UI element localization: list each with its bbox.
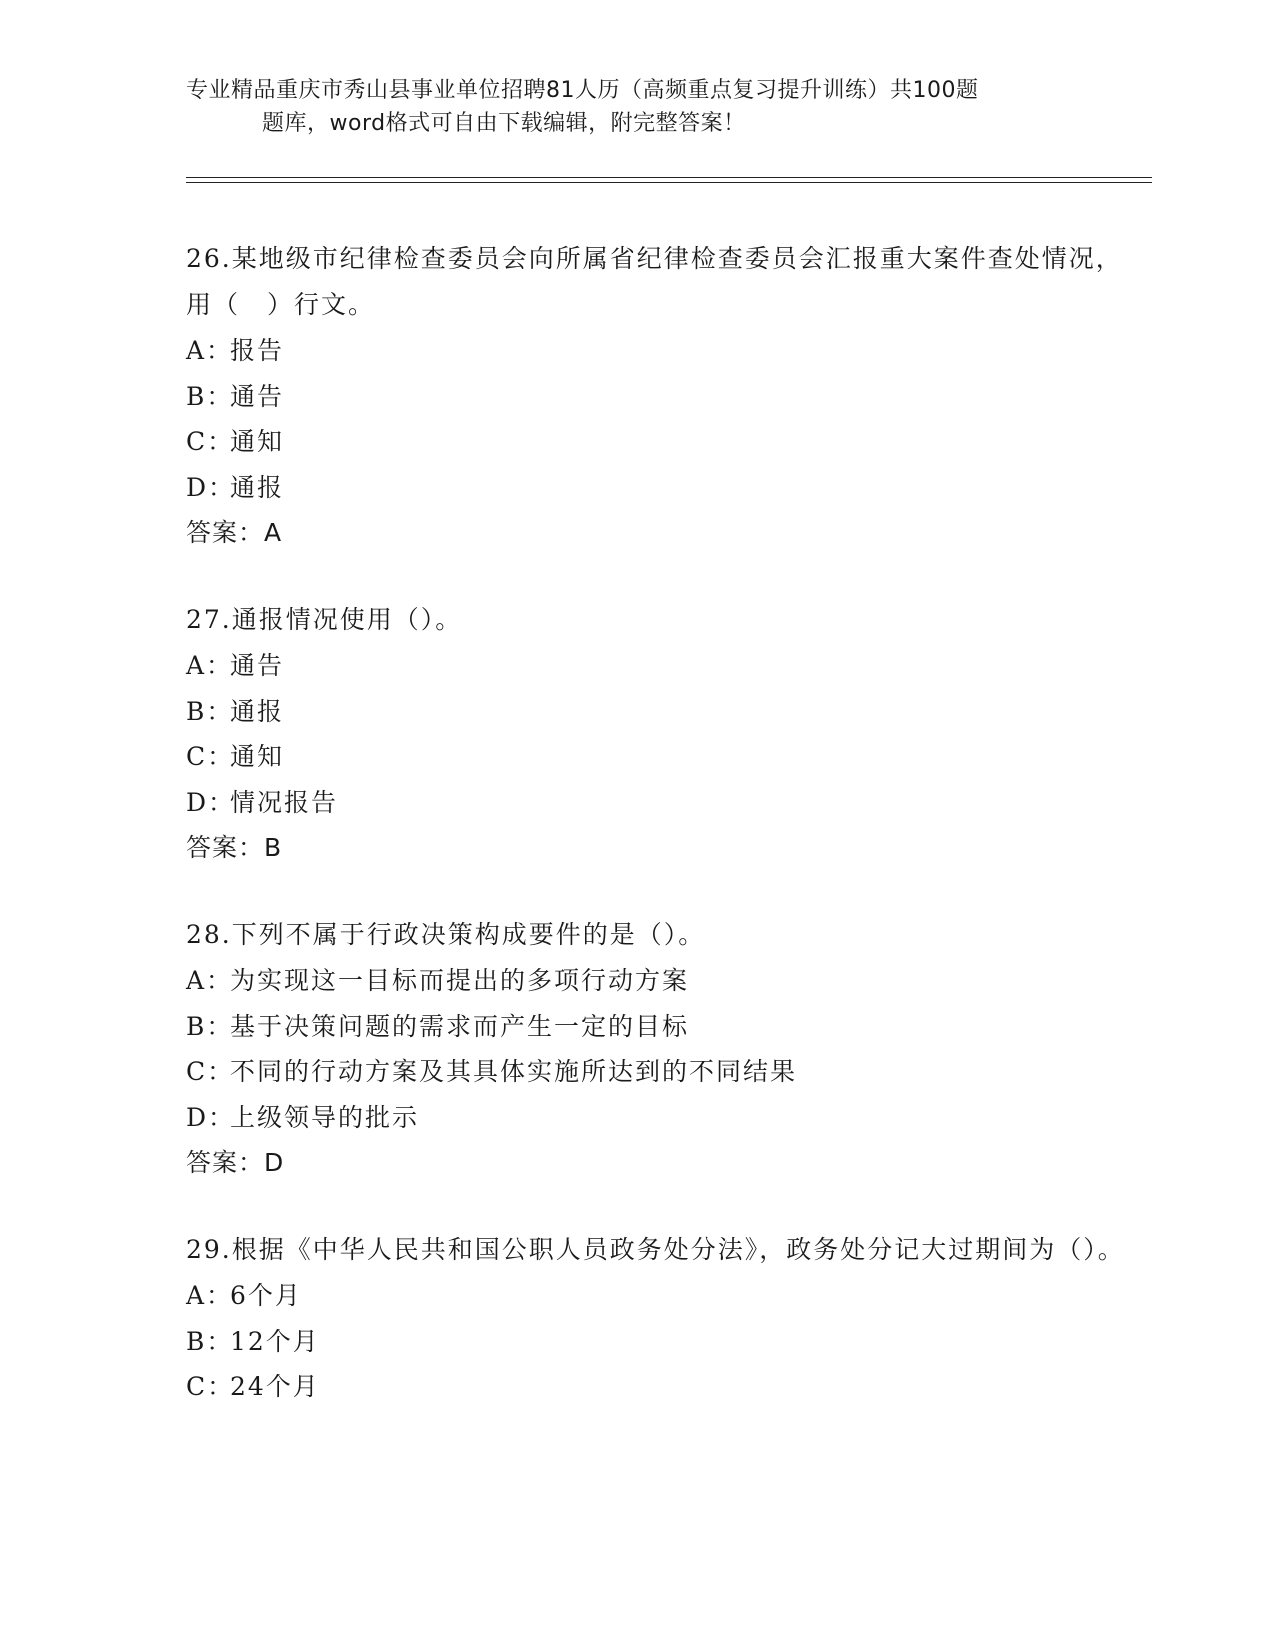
option-letter: B：	[186, 381, 234, 411]
option-text: 报告	[230, 336, 285, 365]
answer-line: 答案：A	[186, 518, 283, 547]
option-letter: D：	[186, 472, 236, 502]
header-divider-bottom	[186, 182, 1152, 183]
option-text: 通知	[230, 427, 285, 456]
option-letter: A：	[186, 966, 234, 995]
option-d	[186, 1095, 1126, 1141]
question-stem: 28.下列不属于行政决策构成要件的是（）。	[186, 920, 706, 949]
title-line-1: 专业精品重庆市秀山县事业单位招聘81人历（高频重点复习提升训练）共100题	[186, 78, 979, 103]
answer-line: 答案：B	[186, 833, 283, 862]
option-text: 情况报告	[230, 787, 339, 817]
question-stem: 26.某地级市纪律检查委员会向所属省纪律检查委员会汇报重大案件查处情况，用（ ）行文。	[186, 244, 1123, 319]
option-a	[186, 643, 1126, 689]
option-letter: D：	[186, 787, 236, 817]
question-29	[186, 1227, 1126, 1410]
option-d	[186, 780, 1126, 826]
option-letter: C：	[186, 427, 235, 456]
option-letter: A：	[186, 651, 234, 680]
question-28	[186, 912, 1126, 1186]
option-letter: B：	[186, 1011, 234, 1041]
option-letter: D：	[186, 1102, 236, 1132]
header-divider-top	[186, 177, 1152, 178]
option-letter: C：	[186, 1057, 235, 1086]
option-text: 通告	[230, 381, 285, 411]
option-letter: B：	[186, 696, 234, 726]
option-letter: C：	[186, 1372, 235, 1401]
option-a	[186, 958, 1126, 1004]
option-d	[186, 465, 1126, 511]
option-a	[186, 328, 1126, 374]
option-text: 12个月	[230, 1326, 320, 1356]
option-text: 不同的行动方案及其具体实施所达到的不同结果	[230, 1057, 798, 1086]
option-text: 通报	[230, 472, 285, 502]
option-text: 通知	[230, 742, 285, 771]
question-26	[186, 236, 1126, 556]
option-letter: B：	[186, 1326, 234, 1356]
option-text: 通告	[230, 651, 285, 680]
option-text: 为实现这一目标而提出的多项行动方案	[230, 966, 690, 995]
question-stem: 29.根据《中华人民共和国公职人员政务处分法》，政务处分记大过期间为（）。	[186, 1235, 1125, 1264]
option-a	[186, 1273, 1126, 1319]
answer-line: 答案：D	[186, 1148, 285, 1177]
option-c	[186, 734, 1126, 780]
option-letter: A：	[186, 1281, 234, 1310]
option-text: 通报	[230, 696, 285, 726]
option-text: 24个月	[230, 1372, 320, 1401]
option-b	[186, 1004, 1126, 1050]
title-line-2: 题库，word格式可自由下载编辑，附完整答案！	[262, 111, 746, 136]
option-c	[186, 1364, 1126, 1410]
option-letter: C：	[186, 742, 235, 771]
option-b	[186, 689, 1126, 735]
option-text: 基于决策问题的需求而产生一定的目标	[230, 1011, 690, 1041]
option-letter: A：	[186, 336, 234, 365]
option-text: 6个月	[230, 1281, 302, 1310]
option-c	[186, 419, 1126, 465]
question-list	[186, 236, 1126, 1451]
option-b	[186, 374, 1126, 420]
option-text: 上级领导的批示	[230, 1102, 420, 1132]
question-27	[186, 597, 1126, 871]
option-b	[186, 1319, 1126, 1365]
question-stem: 27.通报情况使用（）。	[186, 605, 463, 634]
option-c	[186, 1049, 1126, 1095]
document-title	[186, 74, 1086, 140]
